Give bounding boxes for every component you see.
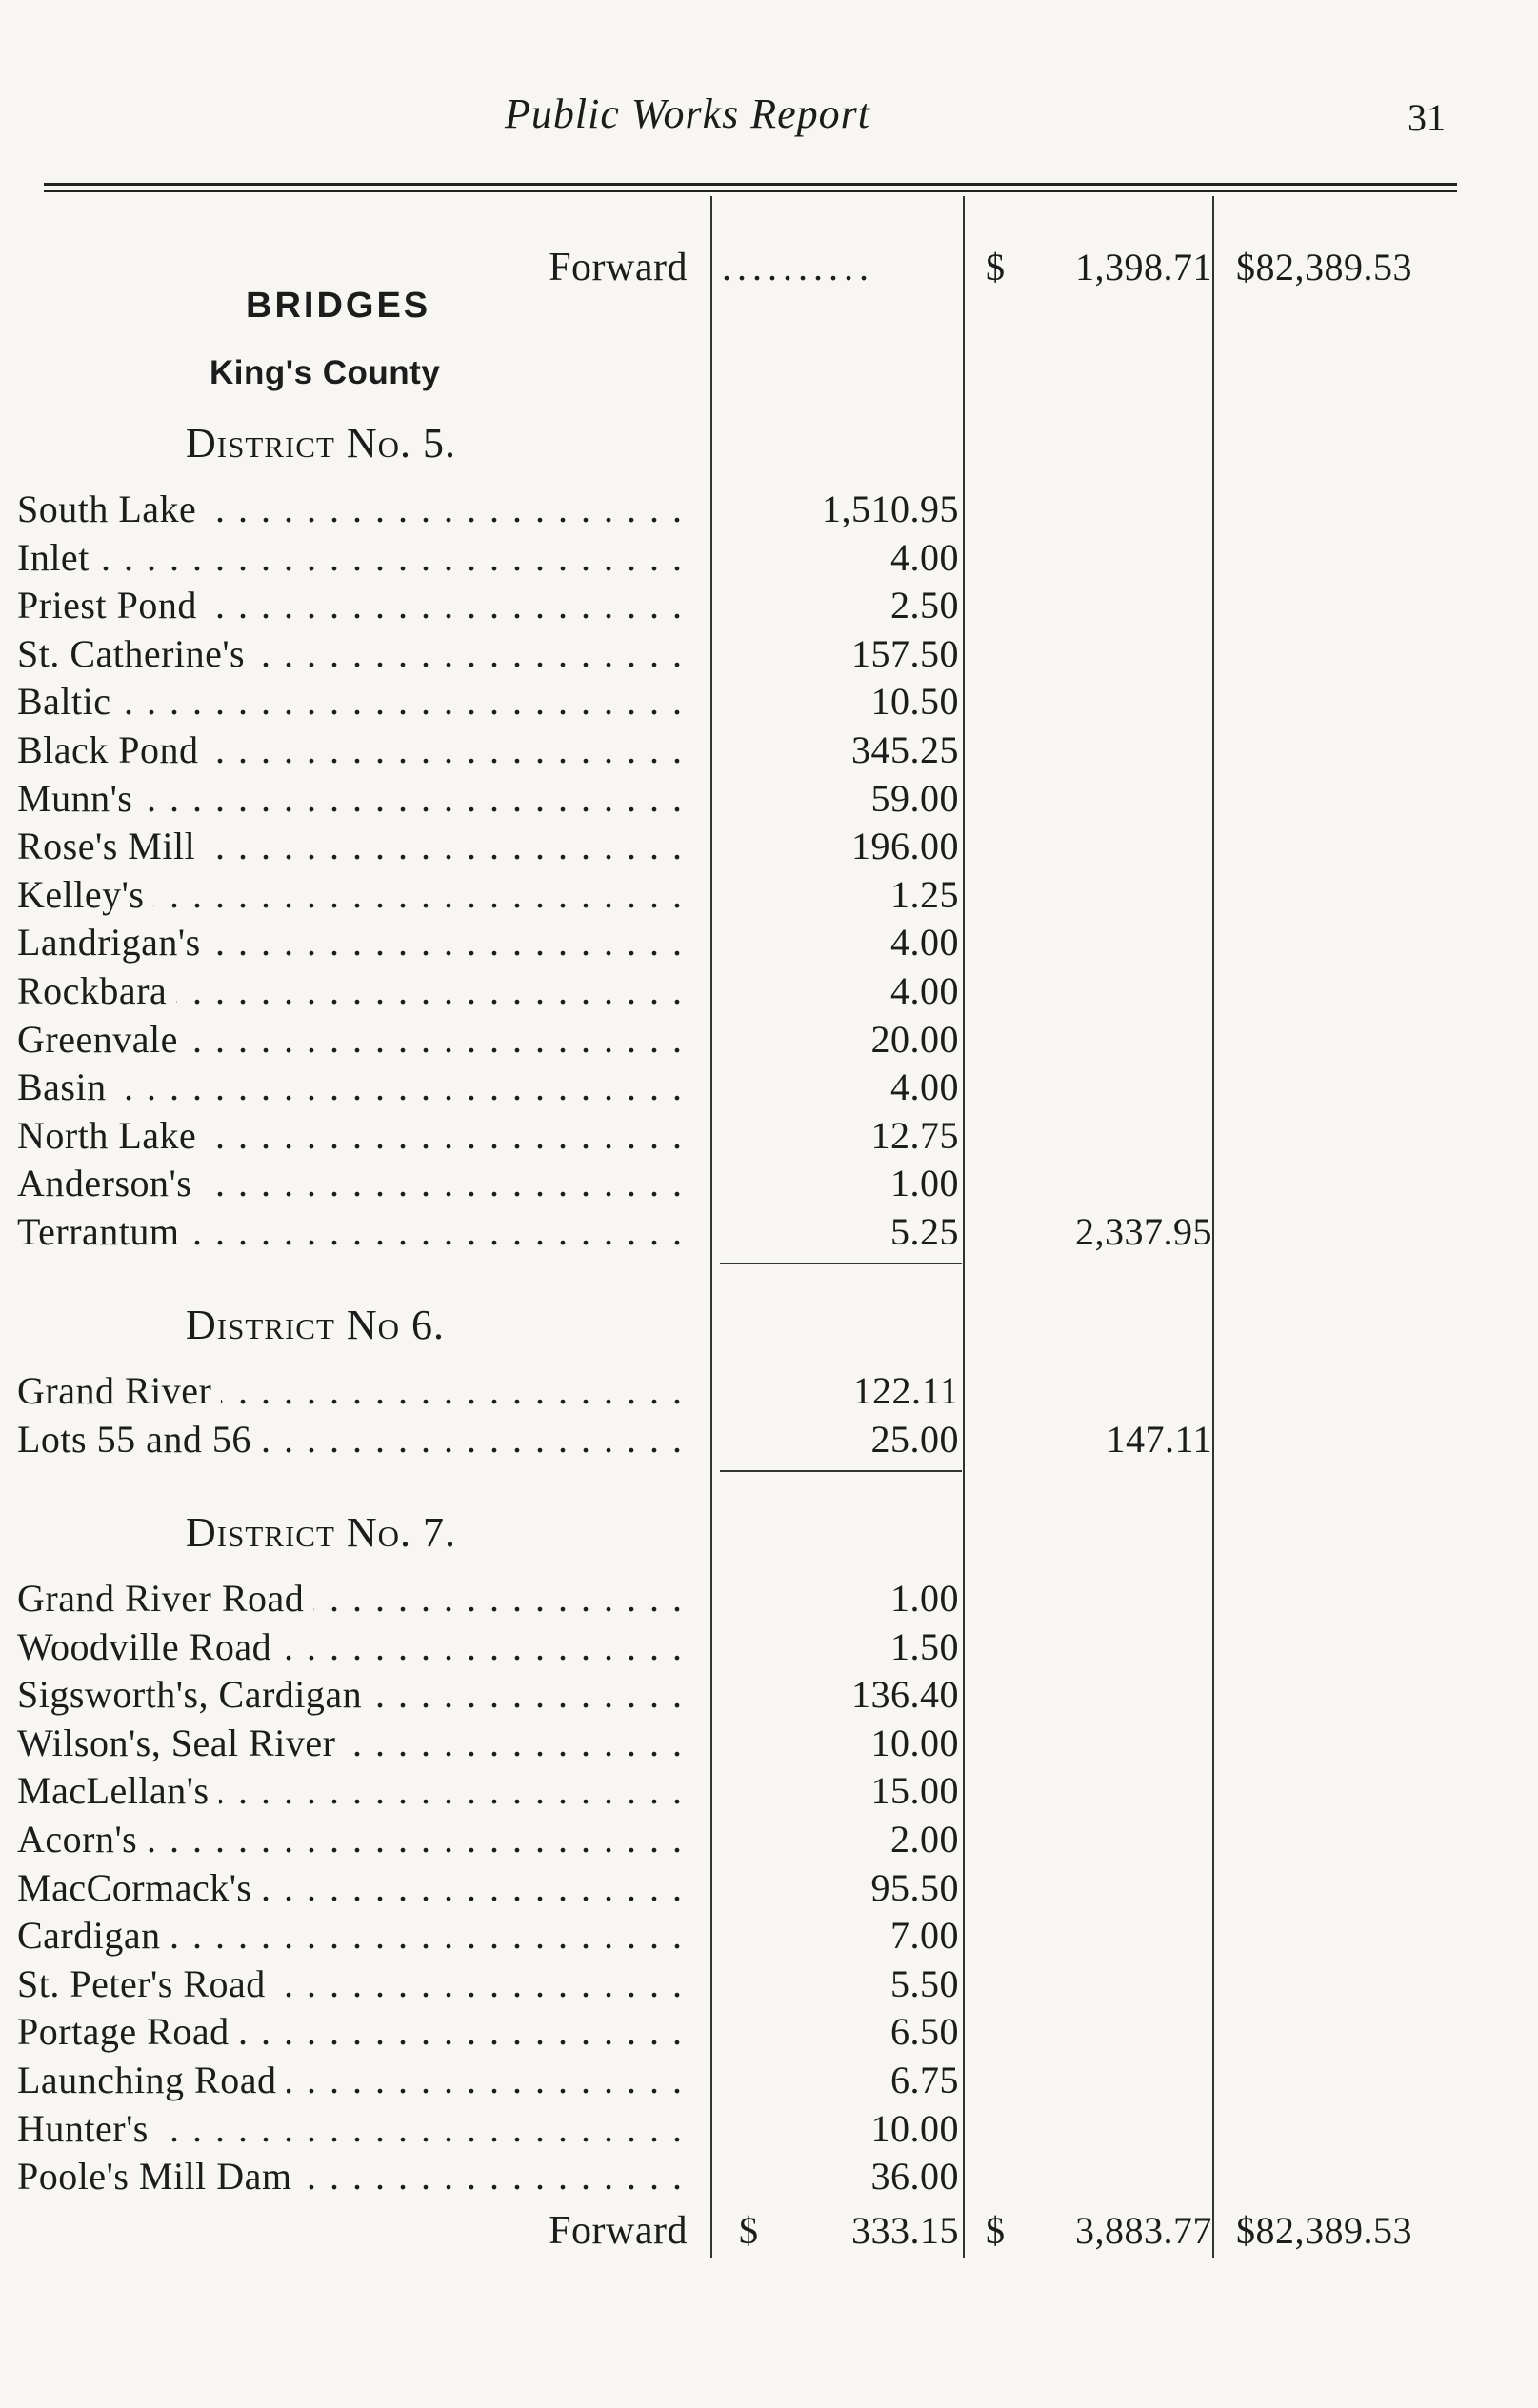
entry-amount: 2.00 (890, 1818, 959, 1861)
ledger-row (0, 486, 1538, 533)
entry-name (17, 1016, 684, 1064)
ledger-row (0, 1671, 1538, 1719)
ledger-row (0, 1720, 1538, 1767)
ledger-row (0, 1367, 1538, 1415)
entry-name-text: Sigsworth's, Cardigan (17, 1673, 371, 1716)
entry-name (17, 2057, 684, 2104)
entry-name-text: Terrantum (17, 1210, 190, 1253)
entry-amount: 59.00 (870, 776, 959, 820)
county-heading: King's County (210, 354, 441, 391)
entry-amount: 10.00 (870, 1721, 959, 1764)
entry-name-text: Priest Pond (17, 584, 207, 627)
entry-name-text: Poole's Mill Dam (17, 2155, 302, 2198)
entry-amount: 36.00 (870, 2155, 959, 2199)
entry-name-text: Rockbara (17, 969, 176, 1012)
entry-amount: 20.00 (870, 1017, 959, 1061)
district-6-sum-rule (720, 1470, 962, 1472)
entry-amount: 15.00 (870, 1769, 959, 1813)
entry-name-text: South Lake (17, 488, 206, 530)
forward-row-bottom (0, 2207, 1538, 2255)
ledger-row (0, 967, 1538, 1015)
entry-name-text: Basin (17, 1065, 116, 1108)
entry-amount: 25.00 (870, 1417, 959, 1461)
entry-name-text: Greenvale (17, 1018, 188, 1061)
ledger-row (0, 2008, 1538, 2056)
ledger-row (0, 1016, 1538, 1064)
entry-name (17, 1112, 684, 1160)
forward-total: $82,389.53 (1236, 246, 1412, 289)
entry-name-text: MacLellan's (17, 1769, 219, 1812)
ledger-row (0, 1575, 1538, 1622)
entry-amount: 4.00 (890, 969, 959, 1012)
ledger-row (0, 871, 1538, 919)
ledger-row (0, 1767, 1538, 1815)
entry-name-text: Inlet (17, 536, 99, 579)
header-rule-thin (44, 190, 1457, 192)
entry-amount: 122.11 (852, 1369, 959, 1412)
forward-label: Forward (549, 2209, 688, 2253)
entry-name (17, 1208, 684, 1256)
ledger-row (0, 1816, 1538, 1863)
entry-name (17, 919, 684, 966)
entry-amount: 4.00 (890, 921, 959, 965)
entry-amount: 5.25 (890, 1210, 959, 1253)
entry-name (17, 726, 684, 774)
section-heading: BRIDGES (246, 286, 431, 326)
entry-name-text: Kelley's (17, 873, 153, 916)
district-5-heading: District No. 5. (186, 420, 457, 467)
entry-name (17, 678, 684, 726)
entry-name-text: St. Peter's Road (17, 1962, 275, 2005)
entry-name-text: Wilson's, Seal River (17, 1721, 345, 1764)
entry-name-text: St. Catherine's (17, 632, 254, 675)
entry-name-text: Grand River (17, 1369, 221, 1412)
district-5-sum-rule (720, 1263, 962, 1264)
entry-name (17, 2008, 684, 2056)
entry-name (17, 582, 684, 629)
entry-name (17, 1064, 684, 1111)
entry-name-text: Landrigan's (17, 921, 210, 964)
entry-amount: 4.00 (890, 1065, 959, 1109)
entry-name (17, 1720, 684, 1767)
ledger-row (0, 678, 1538, 726)
entry-name-text: Launching Road (17, 2059, 287, 2101)
currency-symbol: $ (739, 2209, 759, 2252)
entry-name-text: Hunter's (17, 2107, 158, 2150)
report-title: Public Works Report (505, 90, 870, 137)
entry-amount: 5.50 (890, 1961, 959, 2005)
entry-amount: 1.00 (890, 1577, 959, 1620)
entry-name-text: Cardigan (17, 1914, 170, 1957)
entry-amount: 345.25 (851, 728, 959, 771)
forward-dots: .......... (722, 246, 874, 289)
district-subtotal: 2,337.95 (1075, 1210, 1212, 1253)
entry-name (17, 1367, 684, 1415)
forward-amount-districts: 3,883.77 (1075, 2209, 1212, 2252)
ledger-row (0, 1208, 1538, 1256)
forward-amount: 1,398.71 (1075, 246, 1212, 289)
ledger-row (0, 1112, 1538, 1160)
ledger-row (0, 2057, 1538, 2104)
ledger-row (0, 1960, 1538, 2008)
entry-amount: 4.00 (890, 535, 959, 579)
entry-name (17, 1912, 684, 1960)
ledger-row (0, 582, 1538, 629)
entry-name-text: Rose's Mill (17, 825, 205, 867)
ledger-row (0, 1864, 1538, 1912)
entry-name (17, 2153, 684, 2200)
entry-name-text: Lots 55 and 56 (17, 1418, 261, 1461)
entry-amount: 1.00 (890, 1162, 959, 1205)
ledger-row (0, 823, 1538, 870)
entry-amount: 1.50 (890, 1624, 959, 1668)
entry-amount: 157.50 (851, 631, 959, 675)
entry-name-text: Anderson's (17, 1162, 201, 1204)
entry-name-text: Woodville Road (17, 1625, 281, 1668)
entry-name-text: Acorn's (17, 1818, 147, 1861)
ledger-row (0, 775, 1538, 823)
entry-name-text: Black Pond (17, 728, 209, 771)
entry-amount: 1,510.95 (822, 488, 959, 530)
ledger-row (0, 1160, 1538, 1207)
entry-name (17, 775, 684, 823)
entry-amount: 136.40 (851, 1673, 959, 1717)
ledger-row (0, 1064, 1538, 1111)
district-7-heading: District No. 7. (186, 1509, 457, 1556)
entry-amount: 7.00 (890, 1914, 959, 1958)
running-head (0, 90, 1538, 156)
entry-name-text: Munn's (17, 777, 142, 820)
ledger-row (0, 726, 1538, 774)
entry-name-text: Grand River Road (17, 1577, 313, 1620)
forward-total: $82,389.53 (1236, 2209, 1412, 2252)
entry-amount: 6.50 (890, 2010, 959, 2054)
entry-name-text: North Lake (17, 1114, 206, 1157)
entry-name (17, 2105, 684, 2153)
entry-name (17, 630, 684, 678)
entry-name (17, 1864, 684, 1912)
entry-name-text: Portage Road (17, 2010, 239, 2053)
forward-amount-items: 333.15 (851, 2209, 959, 2252)
currency-symbol: $ (986, 246, 1006, 289)
entry-name (17, 1671, 684, 1719)
entry-name (17, 1767, 684, 1815)
ledger-row (0, 534, 1538, 582)
entry-name (17, 871, 684, 919)
entry-name-text: MacCormack's (17, 1866, 261, 1909)
entry-name (17, 823, 684, 870)
entry-name (17, 486, 684, 533)
entry-amount: 196.00 (851, 825, 959, 868)
entry-amount: 10.00 (870, 2106, 959, 2150)
entry-name (17, 1160, 684, 1207)
entry-name (17, 1816, 684, 1863)
entry-name (17, 1960, 684, 2008)
entry-name (17, 1623, 684, 1671)
entry-amount: 10.50 (870, 680, 959, 724)
entry-amount: 12.75 (870, 1113, 959, 1157)
currency-symbol: $ (986, 2209, 1006, 2252)
entry-name (17, 1575, 684, 1622)
entry-amount: 6.75 (890, 2059, 959, 2101)
entry-name (17, 967, 684, 1015)
ledger-row (0, 2105, 1538, 2153)
entry-amount: 1.25 (890, 872, 959, 916)
district-6-heading: District No 6. (186, 1302, 446, 1348)
ledger-row (0, 1912, 1538, 1960)
ledger-row (0, 919, 1538, 966)
entry-name (17, 1416, 684, 1463)
forward-label: Forward (549, 246, 688, 289)
header-rule-thick (44, 183, 1457, 186)
ledger-row (0, 1623, 1538, 1671)
district-subtotal: 147.11 (1106, 1417, 1212, 1461)
entry-amount: 95.50 (870, 1865, 959, 1909)
forward-row-top (0, 244, 1538, 291)
page-number: 31 (1408, 96, 1446, 139)
entry-amount: 2.50 (890, 584, 959, 627)
entry-name-text: Baltic (17, 680, 121, 723)
ledger-row (0, 2153, 1538, 2200)
ledger-row (0, 630, 1538, 678)
ledger-row (0, 1416, 1538, 1463)
entry-name (17, 534, 684, 582)
